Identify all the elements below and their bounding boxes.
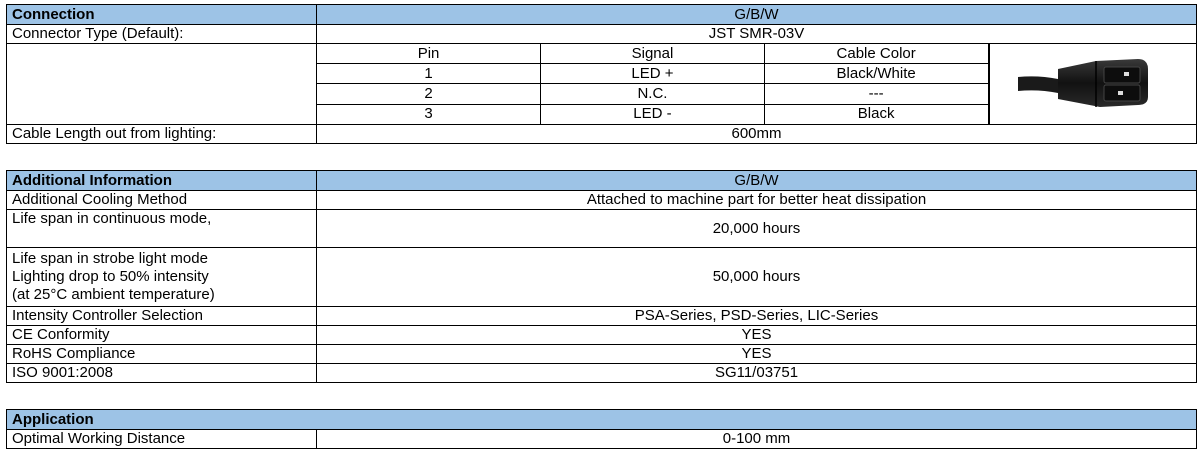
pin-table [317, 44, 989, 124]
application-value: 0-100 mm [317, 430, 1197, 449]
info-label: RoHS Compliance [7, 345, 317, 364]
info-label: Life span in continuous mode, [7, 210, 317, 248]
info-label-line: (at 25°C ambient temperature) [12, 286, 215, 303]
signal-header: Signal [541, 44, 765, 64]
pin-row [317, 104, 988, 124]
pin-signal: LED - [541, 104, 765, 124]
pin-table-header-row [317, 44, 988, 64]
info-label: Additional Cooling Method [7, 191, 317, 210]
info-value: Attached to machine part for better heat dissipation [317, 191, 1197, 210]
additional-header-row [7, 171, 1197, 191]
info-value: 20,000 hours [317, 210, 1197, 248]
info-row [7, 326, 1197, 345]
info-value: YES [317, 345, 1197, 364]
application-row [7, 430, 1197, 449]
additional-info-table [6, 170, 1197, 383]
connector-type-value: JST SMR-03V [317, 25, 1197, 44]
connector-type-label: Connector Type (Default): [7, 25, 317, 44]
pin-table-blank-cell [7, 44, 317, 125]
connection-header-row [7, 5, 1197, 25]
pin-number: 2 [317, 84, 541, 104]
info-value: YES [317, 326, 1197, 345]
info-value: SG11/03751 [317, 364, 1197, 383]
application-header-row [7, 410, 1197, 430]
connector-photo-icon [1018, 47, 1168, 117]
pin-table-row [7, 44, 1197, 125]
info-row [7, 248, 1197, 307]
pin-cable-color: Black/White [764, 64, 988, 84]
info-label [7, 248, 317, 307]
cable-color-header: Cable Color [764, 44, 988, 64]
info-label: CE Conformity [7, 326, 317, 345]
pin-signal: LED + [541, 64, 765, 84]
additional-header-label: Additional Information [7, 171, 317, 191]
info-value: 50,000 hours [317, 248, 1197, 307]
info-row [7, 191, 1197, 210]
pin-row [317, 84, 988, 104]
pin-table-cell [317, 44, 1197, 125]
info-row [7, 364, 1197, 383]
pin-row [317, 64, 988, 84]
connector-type-row [7, 25, 1197, 44]
application-header-label: Application [7, 410, 1197, 430]
connection-header-value: G/B/W [317, 5, 1197, 25]
cable-length-value: 600mm [317, 125, 1197, 144]
info-row [7, 210, 1197, 248]
connection-header-label: Connection [7, 5, 317, 25]
pin-cable-color: --- [764, 84, 988, 104]
pin-signal: N.C. [541, 84, 765, 104]
info-label: Intensity Controller Selection [7, 307, 317, 326]
info-label-line: Life span in strobe light mode [12, 250, 208, 267]
application-table [6, 409, 1197, 449]
connection-table [6, 4, 1197, 144]
pin-number: 3 [317, 104, 541, 124]
pin-header: Pin [317, 44, 541, 64]
application-label: Optimal Working Distance [7, 430, 317, 449]
info-row [7, 345, 1197, 364]
connector-image-cell [989, 44, 1197, 124]
pin-number: 1 [317, 64, 541, 84]
info-row [7, 307, 1197, 326]
cable-length-row [7, 125, 1197, 144]
additional-header-value: G/B/W [317, 171, 1197, 191]
cable-length-label: Cable Length out from lighting: [7, 125, 317, 144]
info-label: ISO 9001:2008 [7, 364, 317, 383]
info-value: PSA-Series, PSD-Series, LIC-Series [317, 307, 1197, 326]
info-label-line: Lighting drop to 50% intensity [12, 268, 209, 285]
pin-cable-color: Black [764, 104, 988, 124]
